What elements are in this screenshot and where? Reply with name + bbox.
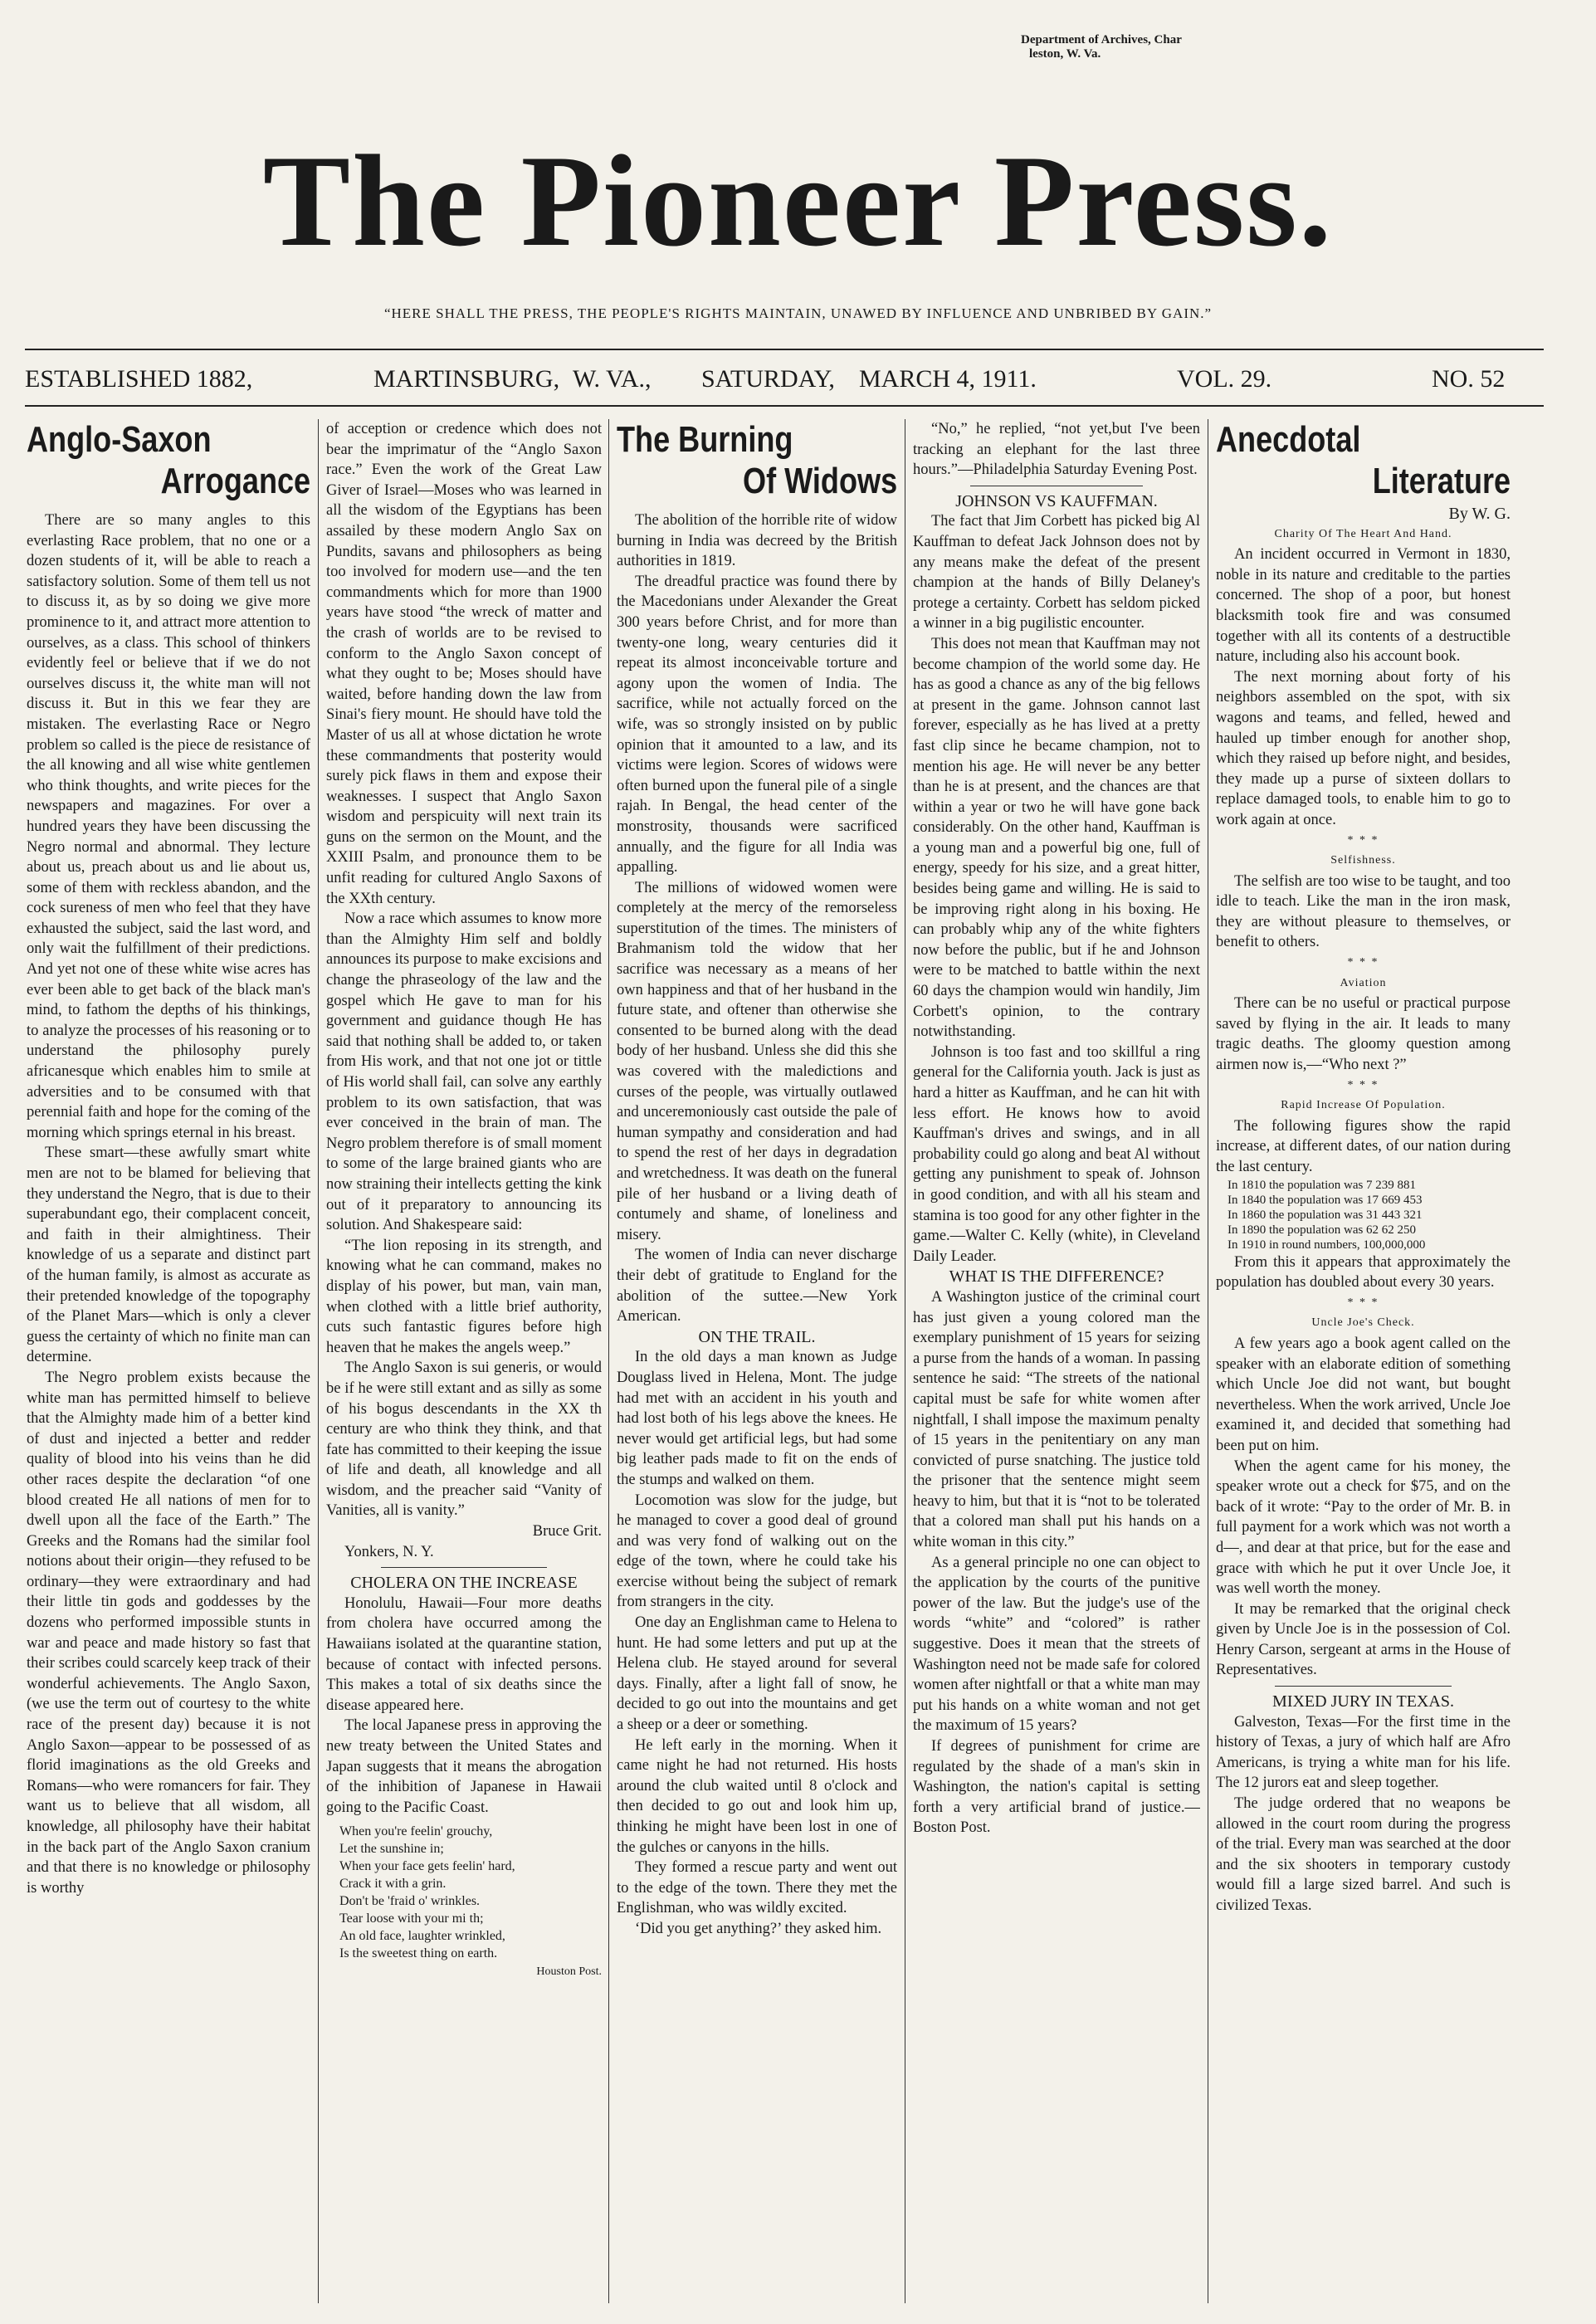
- poem-line: An old face, laughter wrinkled,: [339, 1929, 505, 1944]
- volume: VOL. 29.: [1177, 365, 1272, 393]
- population-row: In 1860 the population was 31 443 321: [1228, 1208, 1423, 1222]
- archive-stamp-line: leston, W. Va.: [1029, 47, 1101, 61]
- dateline-date: MARCH 4, 1911.: [859, 365, 1037, 393]
- population-row: In 1910 in round numbers, 100,000,000: [1228, 1238, 1426, 1252]
- population-row: In 1890 the population was 62 62 250: [1228, 1223, 1417, 1237]
- headline-anecdotal-literature: [1216, 419, 1511, 502]
- archive-stamp: [1021, 33, 1182, 61]
- paragraph: There are so many angles to this everlasting Race problem, that no one or a dozen students of it, will be able to reach a satisfactory solution. Some of them tell us not to discuss it, as by so doing we give more prominence to it, and attract more attention to ourselves, as a class. This school of thinkers evidently feel or believe that if we do not ourselves discuss it, the white man will not discuss it. But in this we fear they are mistaken. The everlasting Race or Negro problem so called is the piece de resistance of the all knowing and all wise white gentlemen who think thoughts, and write pieces for the newspapers and magazines. For over a hundred years they have been discussing the Negro normal and abnormal. They lecture about us, preach about us and lie about us, some of them with reckless abandon, and the cock sureness of men who feel that they have exhausted the subject, said the last word, and only wait the fulfillment of their predictions. And yet not one of these white wise acres has ever been able to get back of the black man's mind, to fathom the depths of his thinkings, to analyze the processes of his reasoning or to understand the philosophy purely africanesque which enables him to smile at adversities and to be consumed with that perennial faith and hope for the coming of the morning which springs eternal in his breast.: [27, 512, 310, 1141]
- section-heading: ON THE TRAIL.: [698, 1327, 816, 1346]
- paragraph: These smart—these awfully smart white men are not to be blamed for believing that they understand the Negro, that is due to their superabundant ego, their complacent conceit, and faith in their almightiness. Their knowledge of us a separate and distinct part of the human family, is almost as accurate as their pretended knowledge of the topography of the Planet Mars—which is only a clever guess the certainty of which no finite man can determine.: [27, 1145, 310, 1366]
- divider: [1275, 1686, 1452, 1687]
- headline-line: Arrogance: [160, 461, 310, 501]
- column-4: [913, 419, 1200, 2312]
- asterism-icon: * * *: [1347, 1078, 1379, 1091]
- population-table: [1216, 1178, 1511, 1252]
- paragraph: Honolulu, Hawaii—Four more deaths from cholera have occurred among the Hawaiians isolated at the quarantine station, because of contact with infected persons. This makes a total of six deaths since the disease appeared here.: [326, 1594, 602, 1714]
- asterism-icon: * * *: [1347, 1296, 1379, 1309]
- section-heading: Selfishness.: [1330, 854, 1396, 867]
- column-2: [326, 419, 602, 2312]
- section-heading: CHOLERA ON THE INCREASE: [350, 1574, 578, 1593]
- issue-number: NO. 52: [1432, 365, 1506, 393]
- paragraph: The Anglo Saxon is sui generis, or would be if he were still extant and as silly as some of his bogus descendants in the XX th century are who think they think, and that fate has committed to their keeping the issue of life and death, all knowledge and all wisdom, and the preacher said “Vanity of Vanities, all is vanity.”: [326, 1360, 602, 1520]
- archive-stamp-line: Department of Archives, Char: [1021, 33, 1182, 46]
- headline-anglo-saxon: [27, 419, 310, 502]
- paragraph: “No,” he replied, “not yet,but I've been tracking an elephant for the last three hours.”—Philadelphia Saturday Evening Post.: [913, 421, 1200, 479]
- paragraph: The local Japanese press in approving the new treaty between the United States and Japan suggests that it means the abrogation of the inhibition of Japanese in Hawaii going to the Pacific Coast.: [326, 1717, 602, 1816]
- population-row: In 1810 the population was 7 239 881: [1228, 1178, 1417, 1192]
- column-5: [1216, 419, 1511, 2312]
- established: ESTABLISHED 1882,: [25, 365, 253, 393]
- paragraph: The selfish are too wise to be taught, and too idle to teach. Like the man in the iron mask, they are without pleasure to themselves, or benefit to others.: [1216, 872, 1511, 951]
- section-heading: Aviation: [1340, 976, 1387, 989]
- dateline-state: W. VA.,: [573, 365, 652, 393]
- motto: “HERE SHALL THE PRESS, THE PEOPLE'S RIGHTS MAINTAIN, UNAWED BY INFLUENCE AND UNBRIBED BY GAIN.”: [383, 305, 1213, 321]
- paragraph: The fact that Jim Corbett has picked big Al Kauffman to defeat Jack Johnson does not by any means make the defeat of the present champion at the hands of Billy Delaney's protege a certainty. Corbett has seldom picked a winner in a big pugilistic encounter.: [913, 513, 1200, 632]
- section-heading: Uncle Joe's Check.: [1311, 1316, 1415, 1330]
- column-rule: [608, 419, 609, 2303]
- asterism-icon: * * *: [1347, 833, 1379, 847]
- section-heading: MIXED JURY IN TEXAS.: [1272, 1692, 1454, 1711]
- byline: By W. G.: [1448, 505, 1511, 523]
- signature: Bruce Grit.: [532, 1523, 602, 1540]
- divider: [381, 1567, 546, 1568]
- section-heading: Charity Of The Heart And Hand.: [1274, 527, 1452, 540]
- paragraph: There can be no useful or practical purpose saved by flying in the air. It leads to many tragic deaths. The gloomy question among airmen now is,—“Who next ?”: [1216, 995, 1511, 1074]
- headline-line: Anglo-Saxon: [27, 419, 212, 460]
- paragraph: The Negro problem exists because the white man has permitted himself to believe that the Almighty made him of a better kind of dust and injected a better and redder quality of blood into his veins than he did other races despite the declaration “of one blood created He all nations of men for to dwell upon all the face of the Earth.” The Greeks and the Romans had the similar fool notions about their origin—they refused to be ordinary—they were extraordinary and had their little tin gods and goddesses by the dozens who performed impossible stunts in war and peace and made history so fast that their scribes could scarcely keep track of their wonderful achievements. The Anglo Saxon, (we use the term out of courtesy to the white race of the present day) because it is not Anglo Saxon—appear to be possessed of as florid imaginations as the old Greeks and Romans—who were romancers for fair. They want us to believe that all wisdom, all knowledge, all philosophy have their habitat in the back part of the Anglo Saxon cranium and that there is no knowledge or philosophy is worthy: [27, 1369, 310, 1897]
- paragraph: Locomotion was slow for the judge, but he managed to cover a good deal of ground and was very fond of walking out on the edge of the town, where he could take his exercise without being the subject of remark from strangers in the city.: [617, 1492, 897, 1611]
- headline-line: Literature: [1372, 461, 1511, 501]
- column-1: [27, 419, 310, 2312]
- poem-line: Crack it with a grin.: [339, 1877, 447, 1892]
- headline-line: The Burning: [617, 419, 793, 460]
- paragraph: They formed a rescue party and went out to the edge of the town. There they met the Englishman, who was wildly excited.: [617, 1859, 897, 1917]
- headline-line: Anecdotal: [1216, 419, 1361, 460]
- poem: [326, 1823, 602, 1962]
- paragraph: The millions of widowed women were completely at the mercy of the remorseless superstitution of the times. The ministers of Brahmanism told the widow that her sacrifice was necessary as a means of her own happiness and that of her husband in the future state, and oftener than otherwise she consented to be burned along with the dead body of her husband. Unless she did this she was covered with the maledictions and curses of the people, was virtually outlawed and unceremoniously cast outside the pale of human sympathy and consideration and had to spend the rest of her days in degradation and wretchedness. It was death on the funeral pile of her husband or a living death of contumely and shame, of loneliness and misery.: [617, 879, 897, 1243]
- headline-burning-of-widows: [617, 419, 897, 502]
- paragraph: He left early in the morning. When it came night he had not returned. His hosts around the club waited until 8 o'clock and then decided to go out and look him up, thinking he might have been lost in one of the gulches or canyons in the hills.: [617, 1736, 897, 1856]
- paragraph: The judge ordered that no weapons be allowed in the court room during the progress of the trial. Every man was searched at the door and the six shooters in temporary custody would fill a large sized barrel. And such is civilized Texas.: [1216, 1795, 1511, 1914]
- paragraph: A few years ago a book agent called on the speaker with an elaborate edition of something which Uncle Joe did not want, but bought nevertheless. When the work arrived, Uncle Joe examined it, and decided that something had been put on him.: [1216, 1335, 1511, 1454]
- paragraph: The women of India can never discharge their debt of gratitude to England for the abolition of the suttee.—New York American.: [617, 1247, 897, 1326]
- paragraph: of acception or credence which does not bear the imprimatur of the “Anglo Saxon race.” Even the work of the Great Law Giver of Israel—Moses who was learned in all the wisdom of the Egyptians has been assailed by these modern Anglo Sax on Pundits, savans and philosophers as being too involved for modern use—and the ten commandments which for more than 1900 years have stood “the wreck of matter and the crash of worlds are to be revised to conform to the Anglo Saxon concept of what they ought to be; Moses should have waited, before handing down the law from Sinai's fiery mount. He should have told the Master of us all at whose dictation he wrote these commandments that posterity would surely pick flaws in them and expose their weaknesses. I suspect that Anglo Saxon wisdom and perspicuity will next train its guns on the sermon on the Mount, and the XXIII Psalm, and pronounce them to be unfit reading for cultured Anglo Saxons of the XXth century.: [326, 421, 602, 907]
- paragraph: Now a race which assumes to know more than the Almighty Him self and boldly announces its purpose to make excisions and change the phraseology of the law and the gospel which He gave to man for his government and guidance though He has said that nothing shall be added to, or taken from His work, and that not one jot or tittle of His world shall fail, can solve any earthly problem to its own satisfaction, that was ever conceived in the brain of man. The Negro problem therefore is of small moment to some of the large brained giants who are now straining their intellects getting the kink out of it preparatory to announcing its solution. And Shakespeare said:: [326, 911, 602, 1234]
- column-rule: [318, 419, 319, 2303]
- column-3: [617, 419, 897, 2312]
- paragraph: ‘Did you get anything?’ they asked him.: [635, 1920, 882, 1937]
- poem-credit: Houston Post.: [536, 1965, 602, 1979]
- paragraph: The next morning about forty of his neighbors assembled on the spot, with six wagons and teams, and felled, hewed and hauled up timber enough for another shop, which they raised up before night, and besides, they made up a purse of sixteen dollars to replace damaged tools, to enable him to go to work again at once.: [1216, 668, 1511, 828]
- poem-line: Tear loose with your mi th;: [339, 1911, 484, 1926]
- paragraph: The following figures show the rapid increase, at different dates, of our nation during the last century.: [1216, 1117, 1511, 1175]
- bottom-rule: [25, 405, 1544, 407]
- paragraph: The dreadful practice was found there by the Macedonians under Alexander the Great 300 years before Christ, and for more than twenty-one long, weary centuries did it repeat its almost inconceivable torture and agony upon the women of India. The sacrifice, while not actually forced on the wife, was so strongly insisted on by public opinion that it amounted to a law, and its victims were legion. Scores of widows were often burned upon the funeral pile of a single rajah. In Bengal, the head center of the monstrosity, thousands were sacrificed annually, and the figure for all India was appalling.: [617, 573, 897, 876]
- paragraph: Johnson is too fast and too skillful a ring general for the California youth. Jack is just as hard a hitter as Kauffman, and he can hit with less effort. He knows how to avoid Kauffman's drives and swings, and in all probability could go along and beat Al without getting any punishment to speak of. Johnson in good condition, and with all his steam and stamina is too good for any other fighter in the game.—Walter C. Kelly (white), in Cleveland Daily Leader.: [913, 1043, 1200, 1265]
- asterism-icon: * * *: [1347, 956, 1379, 969]
- section-heading: JOHNSON VS KAUFFMAN.: [955, 491, 1158, 510]
- top-rule: [25, 349, 1544, 350]
- paragraph: “The lion reposing in its strength, and knowing what he can command, makes no display of his power, but man, vain man, when clothed with a little brief authority, cuts such fantastic figures before high heaven that he makes the angels weep.”: [326, 1237, 602, 1356]
- section-heading: Rapid Increase Of Population.: [1281, 1099, 1446, 1112]
- population-row: In 1840 the population was 17 669 453: [1228, 1193, 1423, 1207]
- section-heading: WHAT IS THE DIFFERENCE?: [949, 1267, 1164, 1286]
- poem-line: Let the sunshine in;: [339, 1842, 444, 1857]
- paragraph: This does not mean that Kauffman may not become champion of the world some day. He has as good a chance as any of the big fellows at present in the game. Johnson cannot last forever, especially as he has lived at a pretty fast clip since he became champion, not to mention his age. He will never be any better than he is at present, and the chances are that within a year or two he will have gone back considerably. On the other hand, Kauffman is a young man and a powerful big one, full of energy, speedy for his size, and a great hitter, besides being game and willing. He is said to be improving right along in his boxing. He can probably whip any of the white fighters now before the public, but if he and Johnson were to be matched to battle within the next 60 days the champion would win handily, Jim Corbett's opinion, to the contrary notwithstanding.: [913, 635, 1200, 1041]
- paragraph: It may be remarked that the original check given by Uncle Joe is in the possession of Col. Henry Carson, sergeant at arms in the House of Representatives.: [1216, 1600, 1511, 1679]
- poem-line: When your face gets feelin' hard,: [339, 1859, 515, 1874]
- headline-line: Of Widows: [743, 461, 897, 501]
- paragraph: One day an Englishman came to Helena to hunt. He had some letters and put up at the Helena club. He stayed around for several days. Finally, after a light fall of snow, he decided to go out into the mountains and get a sheep or a deer or something.: [617, 1614, 897, 1734]
- poem-line: When you're feelin' grouchy,: [339, 1824, 493, 1839]
- paragraph: From this it appears that approximately the population has doubled about every 30 years.: [1216, 1253, 1511, 1291]
- paragraph: An incident occurred in Vermont in 1830, noble in its nature and creditable to the parties concerned. The shop of a poor, but honest blacksmith took fire and was consumed together with all its contents of a destructible nature, including also his account book.: [1216, 546, 1511, 666]
- paragraph: Galveston, Texas—For the first time in the history of Texas, a jury of which half are Afro Americans, is trying a white man for his life. The 12 jurors eat and sleep together.: [1216, 1713, 1511, 1792]
- paragraph: When the agent came for his money, the speaker wrote out a check for $75, and on the back of it wrote: “Pay to the order of Mr. B. in full payment for a work which was not worth a d—, and dear at that price, but for the ease and grace with which he put it over Uncle Joe, it was well worth the money.: [1216, 1457, 1511, 1598]
- paragraph: If degrees of punishment for crime are regulated by the shade of a man's skin in Washington, the nation's capital is setting forth a very artificial brand of justice.—Boston Post.: [913, 1738, 1200, 1837]
- place-line: Yonkers, N. Y.: [344, 1543, 434, 1560]
- poem-line: Don't be 'fraid o' wrinkles.: [339, 1894, 481, 1909]
- paragraph: A Washington justice of the criminal court has just given a young colored man the exemplary punishment of 15 years for seizing a purse from the hands of a woman. In passing sentence he said: “The streets of the national capital must be safe for white women after nightfall, I shall impose the maximum penalty of 15 years in the penitentiary on any man convicted of purse snatching. The justice told the prisoner that the sentence might seem heavy to him, but that it is “not to be tolerated that a colored man shall put his hands on a white woman in this city.”: [913, 1288, 1200, 1551]
- paragraph: As a general principle no one can object to the application by the courts of the punitive power of the law. But the judge's use of the words “white” and “colored” is rather suggestive. Does it mean that the streets of Washington need not be made safe for colored women after nightfall or that a white man may put his hands on a white woman and not get the maximum of 15 years?: [913, 1554, 1200, 1735]
- paragraph: In the old days a man known as Judge Douglass lived in Helena, Mont. The judge had met with an accident in his youth and had lost both of his legs above the knees. He never would get artificial legs, but had some big leather pads made to fit on the ends of the stumps and walked on them.: [617, 1349, 897, 1488]
- masthead-title: The Pioneer Press.: [262, 129, 1334, 274]
- dateline-place: MARTINSBURG,: [373, 365, 560, 393]
- paragraph: The abolition of the horrible rite of widow burning in India was decreed by the British authorities in 1819.: [617, 512, 897, 570]
- dateline-day: SATURDAY,: [701, 365, 835, 393]
- poem-line: Is the sweetest thing on earth.: [339, 1946, 498, 1961]
